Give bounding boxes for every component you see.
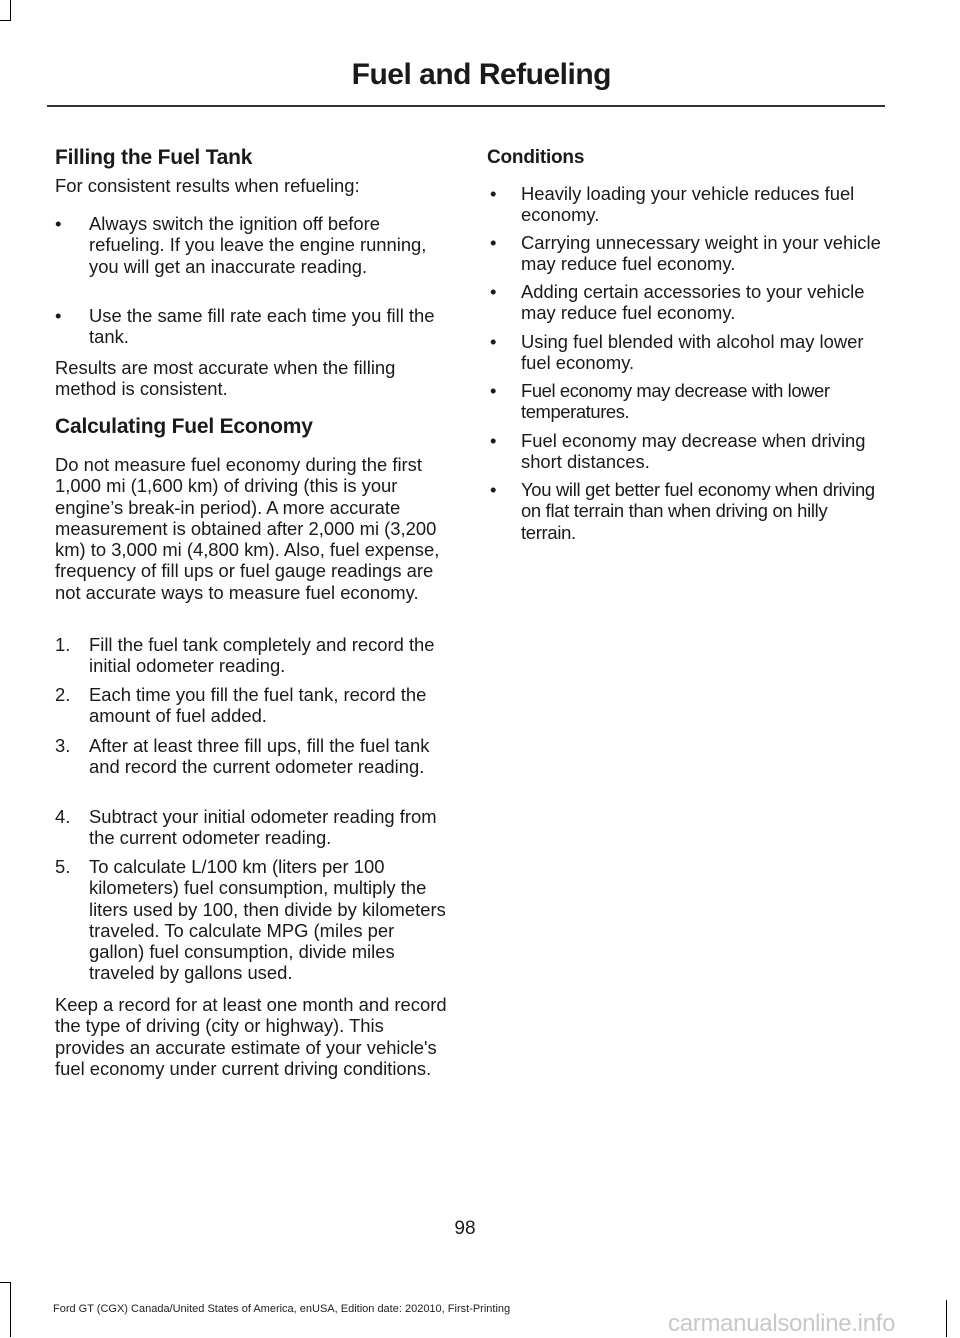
paragraph: Do not measure fuel economy during the first 1,000 mi (1,600 km) of driving (this is your engine’s break-in period). A more accurate measurement is obtained after 2,000 mi (3,200 km) to 3,000 mi (4,800 km). Also, fuel expense, frequency of fill ups or fuel gauge readings are not accurate ways to measure fuel economy. — [55, 454, 440, 603]
step-number: 5. — [55, 856, 71, 877]
bullet-text: Heavily loading your vehicle reduces fuel economy. — [521, 183, 855, 226]
bullet-text: You will get better fuel economy when driving on flat terrain than when driving on hilly terrain. — [521, 479, 875, 543]
step-item — [55, 856, 447, 984]
paragraph: Keep a record for at least one month and record the type of driving (city or highway). This provides an accurate estimate of your vehicle's fuel economy under current driving conditions. — [55, 994, 447, 1079]
bullet-item — [490, 430, 882, 473]
section-heading-conditions: Conditions — [487, 147, 585, 168]
bullet-text: Fuel economy may decrease when driving short distances. — [521, 430, 866, 473]
step-text: To calculate L/100 km (liters per 100 kilometers) fuel consumption, multiply the liters used by 100, then divide by kilometers traveled. To calculate MPG (miles per gallon) fuel consumption, divide miles traveled by gallons used. — [89, 856, 446, 984]
header-rule — [47, 105, 885, 107]
bullet-marker: • — [490, 331, 497, 352]
bullet-item — [490, 232, 882, 275]
watermark: carmanualsonline.info — [668, 1310, 896, 1337]
bullet-item — [490, 479, 882, 543]
bullet-text: Always switch the ignition off before refueling. If you leave the engine running, you will get an inaccurate reading. — [89, 213, 427, 277]
bullet-item — [490, 281, 882, 324]
bullet-marker: • — [490, 430, 497, 451]
bullet-marker: • — [490, 479, 497, 500]
bullet-text: Carrying unnecessary weight in your vehicle may reduce fuel economy. — [521, 232, 881, 275]
step-number: 2. — [55, 684, 71, 705]
bullet-text: Adding certain accessories to your vehicle may reduce fuel economy. — [521, 281, 865, 324]
bullet-item — [490, 331, 882, 374]
bullet-marker: • — [490, 380, 497, 401]
bullet-item — [490, 183, 882, 226]
step-number: 4. — [55, 806, 71, 827]
crop-mark — [0, 1282, 11, 1283]
chapter-title: Fuel and Refueling — [351, 58, 611, 91]
step-item — [55, 735, 447, 778]
step-item — [55, 806, 447, 849]
crop-mark — [0, 20, 11, 21]
bullet-item — [55, 213, 447, 277]
step-text: After at least three fill ups, fill the fuel tank and record the current odometer reading. — [89, 735, 430, 778]
step-item — [55, 684, 447, 727]
section-heading-filling: Filling the Fuel Tank — [55, 146, 253, 169]
paragraph: Results are most accurate when the filling method is consistent. — [55, 357, 396, 400]
crop-mark — [946, 1300, 947, 1337]
step-number: 1. — [55, 634, 71, 655]
bullet-marker: • — [490, 183, 497, 204]
bullet-marker: • — [55, 305, 62, 326]
section-heading-calculating: Calculating Fuel Economy — [55, 415, 313, 438]
crop-mark — [10, 1282, 11, 1337]
step-text: Each time you fill the fuel tank, record the amount of fuel added. — [89, 684, 427, 727]
step-text: Fill the fuel tank completely and record the initial odometer reading. — [89, 634, 435, 677]
page-number: 98 — [454, 1218, 476, 1239]
bullet-text: Using fuel blended with alcohol may lower fuel economy. — [521, 331, 864, 374]
footer-edition-text: Ford GT (CGX) Canada/United States of America, enUSA, Edition date: 202010, First-Printing — [53, 1303, 511, 1315]
bullet-item — [490, 380, 882, 423]
bullet-text: Fuel economy may decrease with lower temperatures. — [521, 380, 830, 423]
bullet-marker: • — [55, 213, 62, 234]
step-number: 3. — [55, 735, 71, 756]
step-text: Subtract your initial odometer reading from the current odometer reading. — [89, 806, 437, 849]
bullet-text: Use the same fill rate each time you fill the tank. — [89, 305, 435, 348]
bullet-marker: • — [490, 232, 497, 253]
step-item — [55, 634, 447, 677]
bullet-marker: • — [490, 281, 497, 302]
intro-text: For consistent results when refueling: — [55, 175, 360, 196]
bullet-item — [55, 305, 447, 348]
crop-mark — [10, 0, 11, 20]
